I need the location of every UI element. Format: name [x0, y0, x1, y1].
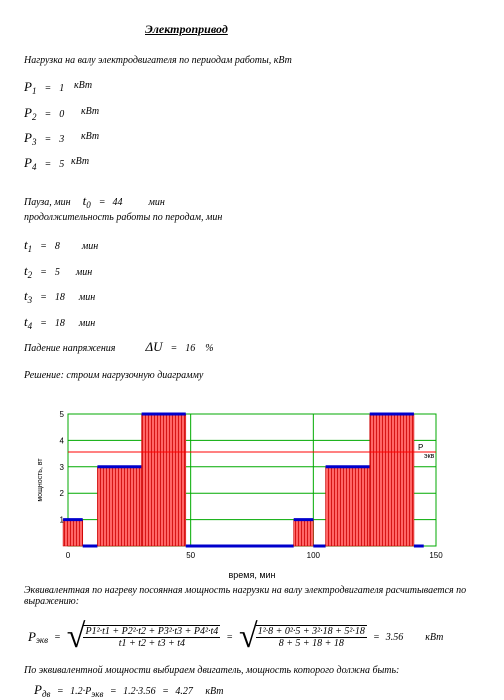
fraction-numerator: P1²·t1 + P2²·t2 + P3²·t3 + P4²·t4	[85, 626, 219, 637]
var-index: 2	[31, 112, 37, 122]
var-symbol: P	[24, 79, 32, 94]
load-bar	[294, 520, 314, 546]
unit: мин	[148, 197, 165, 208]
time-line	[24, 287, 95, 305]
var-symbol: ΔU	[145, 339, 163, 354]
unit: %	[205, 343, 214, 354]
value: 18	[54, 292, 65, 303]
final-formula	[34, 682, 224, 698]
fraction-numerator: 1²·8 + 0²·5 + 3²·18 + 5²·18	[257, 626, 365, 637]
var-symbol: P	[24, 105, 32, 120]
power-line	[24, 129, 100, 147]
final-expr: 1.2·3.56	[123, 686, 156, 697]
value: 5	[59, 159, 65, 170]
y-tick-label: 1	[59, 515, 64, 525]
time-line	[24, 313, 95, 331]
equals-sign: =	[44, 109, 52, 120]
time-line	[24, 236, 98, 254]
equals-sign: =	[170, 343, 178, 354]
value: 5	[54, 267, 60, 278]
var-symbol: t	[24, 237, 28, 252]
voltage-drop-label: Падение напряжения	[24, 343, 116, 354]
formula-lhs-sub: экв	[35, 635, 49, 645]
var-symbol: t	[24, 314, 28, 329]
fraction-numeric	[256, 625, 367, 649]
formula-lhs: P	[28, 629, 36, 644]
var-index: 1	[31, 86, 37, 96]
final-coef-sub: экв	[91, 689, 104, 699]
equals-sign: =	[40, 318, 47, 329]
unit: кВт	[71, 156, 90, 167]
voltage-drop-line	[24, 338, 214, 356]
formula	[28, 612, 443, 662]
equals-sign: =	[40, 267, 47, 278]
var-index: 3	[27, 295, 33, 305]
equals-sign: =	[56, 686, 64, 697]
pause-line	[24, 192, 165, 210]
choose-text: По эквивалентной мощности выбираем двигатель, мощность которого должна быть:	[24, 665, 400, 676]
y-tick-label: 4	[59, 436, 64, 446]
load-bar	[370, 414, 414, 546]
load-chart	[28, 404, 458, 584]
load-bar	[326, 467, 370, 546]
var-index: 1	[27, 244, 33, 254]
equals-sign: =	[109, 686, 117, 697]
unit: мин	[78, 292, 96, 303]
power-line	[24, 154, 90, 172]
var-symbol: P	[24, 155, 32, 170]
value: 3	[59, 134, 65, 145]
unit: мин	[75, 267, 93, 278]
value: 16	[185, 343, 196, 354]
x-tick-label: 0	[65, 551, 71, 560]
final-lhs-sub: дв	[41, 689, 51, 699]
time-line	[24, 262, 92, 280]
var-symbol: t	[82, 193, 87, 208]
y-tick-label: 2	[59, 489, 64, 499]
power-line	[24, 78, 93, 96]
equals-sign: =	[44, 159, 52, 170]
equals-sign: =	[98, 197, 106, 208]
x-tick-label: 50	[186, 551, 196, 560]
equals-sign: =	[44, 134, 52, 145]
value: 0	[59, 109, 65, 120]
formula-unit: кВт	[425, 631, 444, 643]
var-index: 2	[27, 270, 33, 280]
equals-sign: =	[40, 292, 47, 303]
duration-heading: продолжительность работы по перодам, мин	[24, 212, 223, 223]
final-unit: кВт	[205, 686, 224, 697]
fraction-denominator: 8 + 5 + 18 + 18	[256, 637, 367, 649]
equals-sign: =	[54, 631, 61, 643]
final-coef: 1.2·P	[70, 686, 92, 697]
page-title: Электропривод	[145, 22, 228, 36]
unit: кВт	[81, 106, 100, 117]
unit: мин	[81, 241, 99, 252]
var-index: 0	[86, 200, 91, 210]
x-tick-label: 100	[306, 551, 321, 560]
equivalent-power-label-sub: экв	[424, 453, 435, 461]
equals-sign: =	[372, 631, 380, 643]
fraction-symbolic	[83, 625, 220, 649]
value: 1	[59, 83, 65, 94]
unit: мин	[78, 318, 96, 329]
value: 8	[54, 241, 60, 252]
y-tick-label: 3	[59, 462, 64, 472]
var-index: 3	[31, 137, 37, 147]
final-result: 4.27	[175, 686, 193, 697]
equivalent-power-label: P	[418, 443, 424, 453]
equals-sign: =	[162, 686, 169, 697]
equiv-text: Эквивалентная по нагреву посоянная мощность нагрузки на валу электродвигателя расчитывается по выражению:	[24, 585, 467, 607]
equals-sign: =	[40, 241, 47, 252]
load-bar	[97, 467, 141, 546]
equals-sign: =	[226, 631, 234, 643]
equals-sign: =	[44, 83, 52, 94]
sqrt-sign: √	[66, 618, 86, 655]
x-tick-label: 150	[429, 551, 443, 560]
x-axis-label: время, мин	[228, 570, 276, 580]
var-symbol: t	[24, 263, 28, 278]
load-bar	[142, 414, 186, 546]
y-tick-label: 5	[59, 410, 64, 419]
power-line	[24, 104, 100, 122]
y-axis-label: мощность, вт	[37, 458, 44, 502]
final-lhs: P	[34, 682, 42, 697]
pause-label: Пауза, мин	[24, 197, 71, 208]
value: 18	[54, 318, 65, 329]
value: 44	[112, 197, 123, 208]
fraction-denominator: t1 + t2 + t3 + t4	[83, 637, 220, 649]
sqrt-sign: √	[239, 618, 258, 655]
solution-text: Решение: строим нагрузочную диаграмму	[24, 370, 204, 381]
load-heading: Нагрузка на валу электродвигателя по периодам работы, кВт	[24, 55, 292, 66]
unit: кВт	[81, 131, 100, 142]
formula-result: 3.56	[385, 631, 404, 643]
var-symbol: t	[24, 288, 28, 303]
unit: кВт	[74, 80, 93, 91]
var-index: 4	[31, 162, 37, 172]
var-symbol: P	[24, 130, 32, 145]
load-bar	[63, 520, 83, 546]
var-index: 4	[27, 321, 33, 331]
